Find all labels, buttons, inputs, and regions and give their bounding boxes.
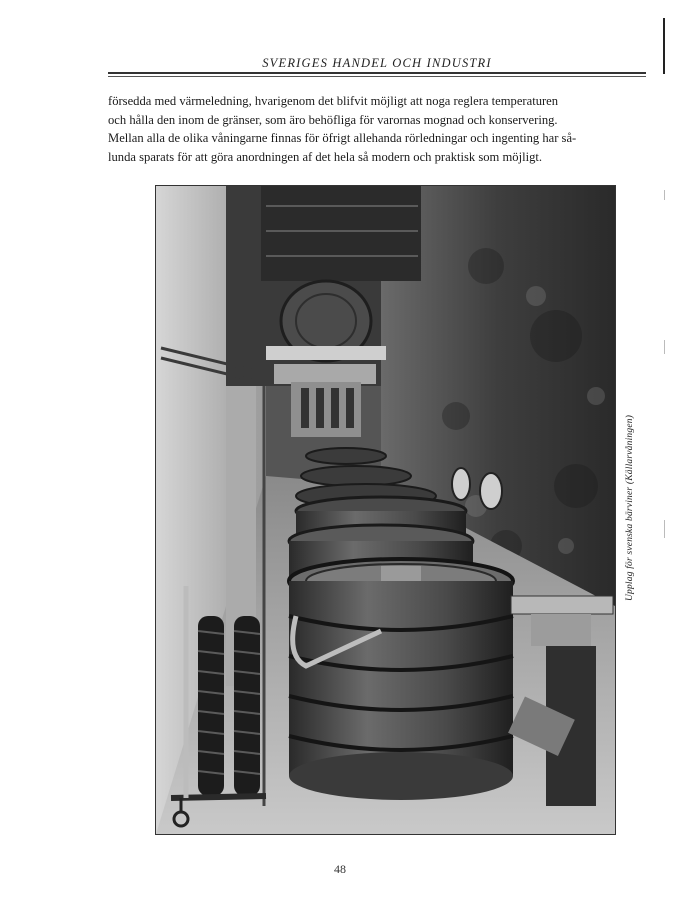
photo-caption xyxy=(617,405,643,610)
header-rule-thick xyxy=(108,72,646,74)
margin-tick xyxy=(664,190,665,200)
paragraph-line: försedda med värmeledning, hvarigenom det blifvit möjligt att noga reglera temperaturen xyxy=(108,94,559,108)
page-number: 48 xyxy=(334,862,346,876)
paragraph-line: lunda sparats för att göra anordningen af det hela så modern och praktisk som möjligt. xyxy=(108,149,543,164)
photo-caption-text: Upplag för svenska bärviner (Källarvåningen) xyxy=(625,414,635,601)
paragraph-line: och hålla den inom de gränser, som äro behöfliga för varornas mognad och konservering. xyxy=(108,112,558,127)
margin-tick xyxy=(664,520,665,538)
cellar-photo-illustration xyxy=(156,186,615,834)
margin-edge-line xyxy=(663,18,665,74)
running-head: SVERIGES HANDEL OCH INDUSTRI xyxy=(262,56,492,70)
cellar-photograph xyxy=(155,185,616,835)
paragraph-line: Mellan alla de olika våningarne finnas för öfrigt allehanda rörledningar och ingenting har så- xyxy=(108,131,577,145)
body-paragraph xyxy=(108,92,648,166)
margin-tick xyxy=(664,340,665,354)
header-rule-thin xyxy=(108,76,646,77)
